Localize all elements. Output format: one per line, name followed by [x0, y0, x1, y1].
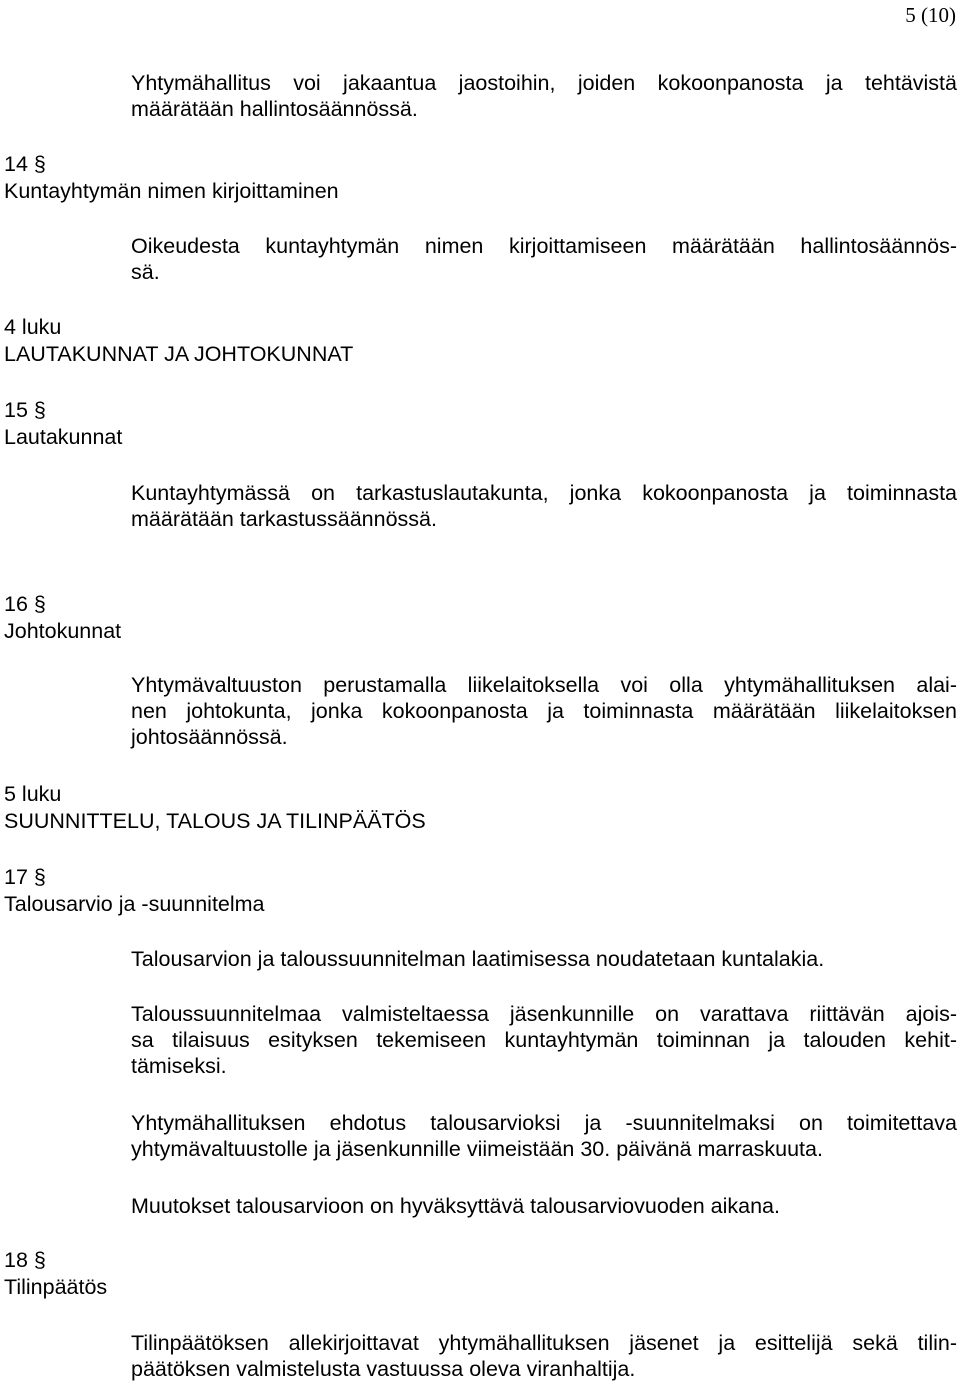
section-number-14: 14 § [4, 152, 46, 176]
text-line: päätöksen valmistelusta vastuussa oleva viranhaltija. [131, 1357, 636, 1381]
text-line: Oikeudesta kuntayhtymän nimen kirjoittamiseen määrätään hallintosäännös- [131, 234, 957, 258]
section-number-16: 16 § [4, 592, 46, 616]
chapter-title-5: SUUNNITTELU, TALOUS JA TILINPÄÄTÖS [4, 809, 426, 833]
text-line: Talousarvion ja taloussuunnitelman laatimisessa noudatetaan kuntalakia. [131, 947, 825, 971]
text-line: Tilinpäätöksen allekirjoittavat yhtymähallituksen jäsenet ja esittelijä sekä tilin- [131, 1331, 957, 1355]
paragraph-section-14 [131, 233, 957, 285]
section-number-18: 18 § [4, 1248, 46, 1272]
text-line: johtosäännössä. [131, 725, 288, 749]
paragraph-section-17-3 [131, 1110, 957, 1162]
page-number: 5 (10) [905, 3, 956, 27]
text-line: yhtymävaltuustolle ja jäsenkunnille viimeistään 30. päivänä marraskuuta. [131, 1137, 823, 1161]
section-title-15: Lautakunnat [4, 425, 123, 449]
section-title-18: Tilinpäätös [4, 1275, 108, 1299]
text-line: Muutokset talousarvioon on hyväksyttävä talousarviovuoden aikana. [131, 1194, 780, 1218]
text-line: Yhtymähallitus voi jakaantua jaostoihin, joiden kokoonpanosta ja tehtävistä [131, 71, 957, 95]
paragraph-section-18 [131, 1330, 957, 1382]
section-title-17: Talousarvio ja -suunnitelma [4, 892, 265, 916]
text-line: Yhtymähallituksen ehdotus talousarvioksi ja -suunnitelmaksi on toimitettava [131, 1111, 957, 1135]
paragraph-section-17-1 [131, 946, 957, 972]
text-line: määrätään tarkastussäännössä. [131, 507, 437, 531]
text-line: nen johtokunta, jonka kokoonpanosta ja toiminnasta määrätään liikelaitoksen [131, 699, 957, 723]
section-title-14: Kuntayhtymän nimen kirjoittaminen [4, 179, 339, 203]
text-line: Taloussuunnitelmaa valmisteltaessa jäsenkunnille on varattava riittävän ajois- [131, 1002, 957, 1026]
paragraph-section-17-2 [131, 1001, 957, 1079]
chapter-title-4: LAUTAKUNNAT JA JOHTOKUNNAT [4, 342, 354, 366]
section-number-17: 17 § [4, 865, 46, 889]
paragraph-yhtymahallitus-jaostot [131, 70, 957, 122]
chapter-number-5: 5 luku [4, 782, 62, 806]
paragraph-section-17-4 [131, 1193, 957, 1219]
chapter-number-4: 4 luku [4, 315, 62, 339]
text-line: määrätään hallintosäännössä. [131, 97, 418, 121]
text-line: sä. [131, 260, 160, 284]
section-title-16: Johtokunnat [4, 619, 122, 643]
text-line: Kuntayhtymässä on tarkastuslautakunta, jonka kokoonpanosta ja toiminnasta [131, 481, 957, 505]
text-line: Yhtymävaltuuston perustamalla liikelaitoksella voi olla yhtymähallituksen alai- [131, 673, 957, 697]
text-line: sa tilaisuus esityksen tekemiseen kuntayhtymän toiminnan ja talouden kehit- [131, 1028, 957, 1052]
paragraph-section-16 [131, 672, 957, 750]
section-number-15: 15 § [4, 398, 46, 422]
text-line: tämiseksi. [131, 1054, 227, 1078]
paragraph-section-15 [131, 480, 957, 532]
